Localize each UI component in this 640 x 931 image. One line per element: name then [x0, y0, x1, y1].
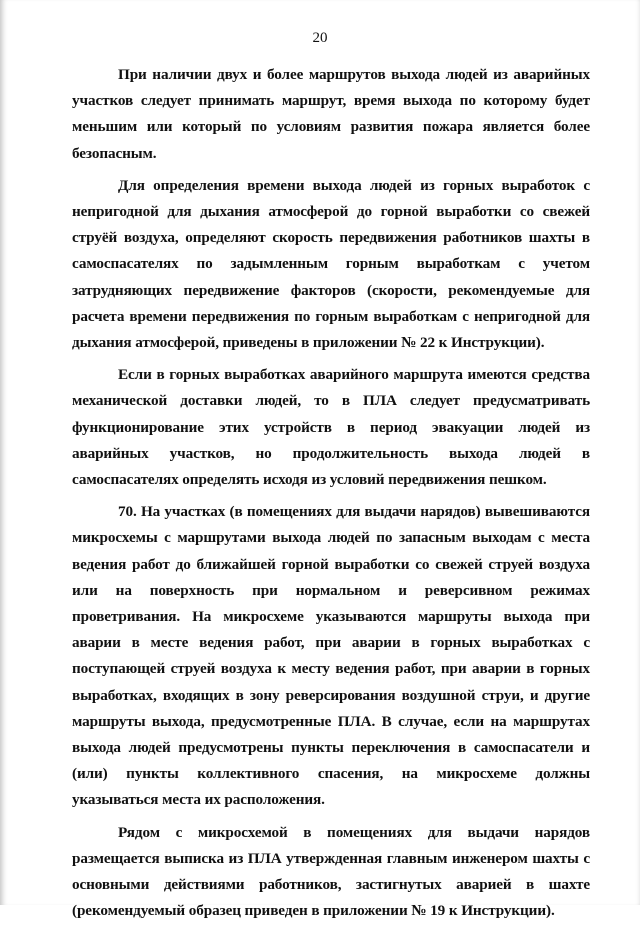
- paragraph-route-selection: При наличии двух и более маршрутов выхода людей из аварийных участков следует принимать маршрут, время выхода по которому будет меньшим или который по условиям развития пожара является более безопасным.: [72, 66, 590, 162]
- paragraph-pla-extract: Рядом с микросхемой в помещениях для выдачи нарядов размещается выписка из ПЛА утвержденная главным инженером шахты с основными действиями работников, застигнутых аварией в шахте (рекомендуемый образец приведен в приложении № 19 к Инструкции).: [72, 823, 590, 920]
- paragraph-mechanical-transport: Если в горных выработках аварийного маршрута имеются средства механической доставки людей, то в ПЛА следует предусматривать функционирование этих устройств в период эвакуации людей из аварийных участков, но продолжительность выхода людей в самоспасателях определять исходя из условий передвижения пешком.: [72, 366, 590, 489]
- page-number: 20: [312, 30, 328, 46]
- paragraph-exit-time-calculation: Для определения времени выхода людей из горных выработок с непригодной для дыхания атмосферой до горной выработки со свежей струёй воздуха, определяют скорость передвижения работников шахты в самоспасателях по задымленным горным выработкам с учетом затрудняющих передвижение факторов (скорости, рекомендуемые для расчета времени передвижения по горным выработкам с непригодной для дыхания атмосферой, приведены в приложении № 22 к Инструкции).: [72, 176, 590, 352]
- document-body: [72, 62, 590, 931]
- paragraph-70-microschemes: 70. На участках (в помещениях для выдачи нарядов) вывешиваются микросхемы с маршрутами выхода людей по запасным выходам с места ведения работ до ближайшей горной выработки со свежей струей воздуха или на поверхность при нормальном и реверсивном режимах проветривания. На микросхеме указываются маршруты выхода при аварии в месте ведения работ, при аварии в горных выработках с поступающей струей воздуха к месту ведения работ, при аварии в горных выработках, входящих в зону реверсирования воздушной струи, и другие маршруты выхода, предусмотренные ПЛА. В случае, если на маршрутах выхода людей предусмотрены пункты переключения в самоспасатели и (или) пункты коллективного спасения, на микросхеме должны указываться места их расположения.: [72, 503, 590, 809]
